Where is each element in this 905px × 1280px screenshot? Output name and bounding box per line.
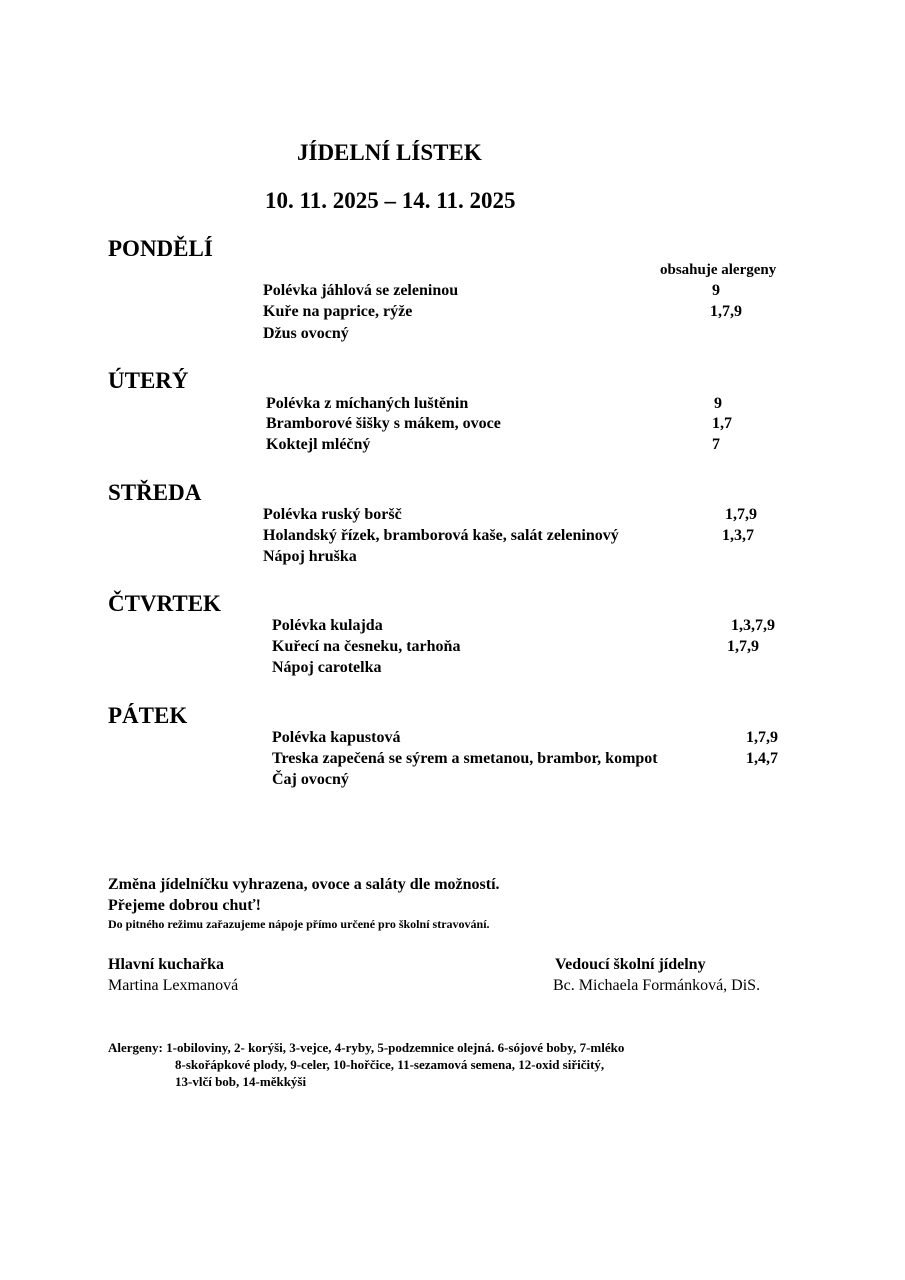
allergen-codes: 1,3,7: [722, 527, 754, 544]
date-range: 10. 11. 2025 – 14. 11. 2025: [265, 188, 516, 213]
menu-item: Holandský řízek, bramborová kaše, salát zeleninový: [263, 527, 619, 544]
manager-name: Bc. Michaela Formánková, DiS.: [553, 977, 761, 994]
allergen-codes: 1,7: [712, 415, 732, 432]
allergen-codes: 1,3,7,9: [731, 617, 775, 634]
allergen-codes: 9: [712, 282, 720, 299]
day-heading-thursday: ČTVRTEK: [108, 591, 221, 616]
menu-item: Treska zapečená se sýrem a smetanou, brambor, kompot: [272, 750, 658, 767]
allergen-codes: 7: [712, 436, 720, 453]
menu-item: Polévka jáhlová se zeleninou: [263, 282, 459, 299]
menu-item: Džus ovocný: [263, 325, 349, 342]
menu-item: Nápoj hruška: [263, 548, 357, 565]
allergen-codes: 1,7,9: [727, 638, 759, 655]
bon-appetit: Přejeme dobrou chuť!: [108, 897, 261, 914]
day-heading-friday: PÁTEK: [108, 703, 188, 728]
menu-item: Kuře na paprice, rýže: [263, 303, 413, 320]
allergen-codes: 1,7,9: [746, 729, 778, 746]
drinking-regime-note: Do pitného režimu zařazujeme nápoje přímo určené pro školní stravování.: [108, 917, 490, 931]
allergen-legend-line: 13-vlčí bob, 14-měkkýši: [175, 1074, 307, 1089]
page-title: JÍDELNÍ LÍSTEK: [297, 140, 482, 165]
menu-item: Nápoj carotelka: [272, 659, 382, 676]
allergen-column-header: obsahuje alergeny: [660, 262, 777, 278]
menu-item: Polévka z míchaných luštěnin: [266, 395, 469, 412]
day-heading-wednesday: STŘEDA: [108, 480, 202, 505]
menu-item: Bramborové šišky s mákem, ovoce: [266, 415, 501, 432]
menu-item: Polévka ruský boršč: [263, 506, 402, 523]
allergen-legend-line: Alergeny: 1-obiloviny, 2- korýši, 3-vejce, 4-ryby, 5-podzemnice olejná. 6-sójové boby, 7-mléko: [108, 1040, 625, 1055]
menu-item: Kuřecí na česneku, tarhoňa: [272, 638, 461, 655]
allergen-codes: 1,7,9: [725, 506, 757, 523]
allergen-legend-line: 8-skořápkové plody, 9-celer, 10-hořčice, 11-sezamová semena, 12-oxid siřičitý,: [175, 1057, 605, 1072]
chef-name: Martina Lexmanová: [108, 977, 239, 994]
change-notice: Změna jídelníčku vyhrazena, ovoce a saláty dle možností.: [108, 876, 500, 893]
day-heading-monday: PONDĚLÍ: [108, 236, 213, 261]
menu-item: Polévka kulajda: [272, 617, 383, 634]
menu-item: Koktejl mléčný: [266, 436, 371, 453]
allergen-codes: 1,7,9: [710, 303, 742, 320]
menu-item: Polévka kapustová: [272, 729, 401, 746]
allergen-codes: 1,4,7: [746, 750, 778, 767]
manager-label: Vedoucí školní jídelny: [555, 956, 706, 973]
day-heading-tuesday: ÚTERÝ: [108, 368, 189, 393]
chef-label: Hlavní kuchařka: [108, 956, 225, 973]
menu-item: Čaj ovocný: [272, 771, 349, 788]
allergen-codes: 9: [714, 395, 722, 412]
